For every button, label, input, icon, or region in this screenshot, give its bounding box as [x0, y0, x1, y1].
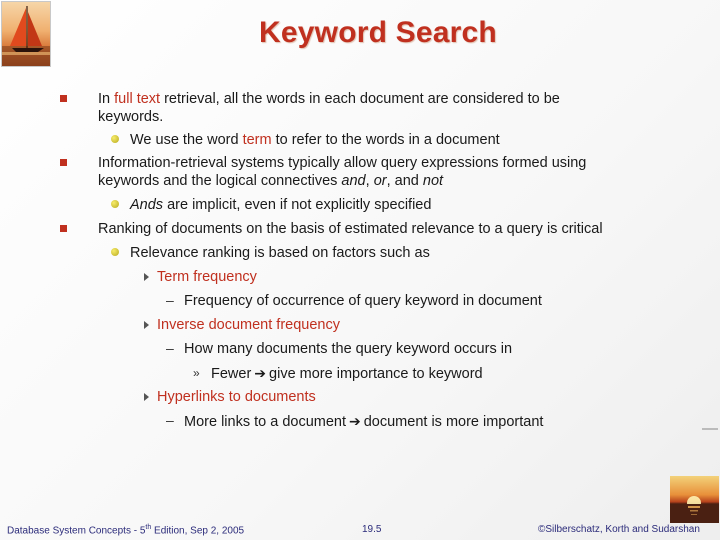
sunset-logo-image — [670, 476, 719, 523]
sub-bullet-relevance — [130, 244, 430, 262]
term-highlight: term — [242, 132, 272, 148]
text-segment: More links to a document — [184, 414, 346, 430]
footer-text: Database System Concepts - 5 — [7, 525, 146, 537]
slide-title: Keyword Search — [259, 16, 497, 49]
detail-term-frequency — [184, 292, 542, 310]
text-segment: Relevance ranking is based on factors such as — [130, 245, 430, 261]
text-segment: to refer to the words in a document — [271, 132, 500, 148]
raquo-bullet-icon: » — [193, 366, 200, 380]
ands-italic: Ands — [130, 197, 164, 213]
circle-bullet-icon — [111, 200, 119, 208]
footer-page-number: 19.5 — [362, 524, 382, 535]
bullet-ranking — [98, 220, 603, 238]
right-arrow-icon: ➔ — [349, 413, 361, 429]
detail-hyperlinks — [184, 412, 543, 431]
text-segment: Ranking of documents on the basis of estimated relevance to a query is critical — [98, 221, 603, 237]
text-segment: , and — [386, 173, 423, 189]
triangle-bullet-icon — [144, 273, 149, 281]
circle-bullet-icon — [111, 135, 119, 143]
square-bullet-icon — [60, 95, 67, 102]
edge-mark — [702, 428, 718, 430]
bullet-ir-systems-line-2 — [98, 172, 443, 190]
right-arrow-icon: ➔ — [254, 365, 267, 381]
triangle-bullet-icon — [144, 393, 149, 401]
detail-fewer — [211, 364, 483, 383]
text-segment: keywords and the logical connectives — [98, 173, 342, 189]
text-segment: keywords. — [98, 109, 164, 125]
bullet-ir-systems-line-1 — [98, 154, 586, 172]
footer-copyright: ©Silberschatz, Korth and Sudarshan — [538, 524, 700, 535]
text-segment: retrieval, all the words in each document are considered to be — [160, 91, 560, 107]
text-segment: Hyperlinks to documents — [157, 389, 316, 405]
footer-sup: th — [145, 524, 152, 531]
text-segment: Term frequency — [157, 269, 257, 285]
factor-inverse-document-frequency — [157, 316, 340, 334]
text-segment: document is more important — [363, 414, 544, 430]
connective-not: not — [422, 173, 444, 189]
connective-and: and — [341, 173, 366, 189]
text-segment: We use the word — [130, 132, 243, 148]
text-segment: give more importance to keyword — [269, 366, 483, 382]
square-bullet-icon — [60, 225, 67, 232]
circle-bullet-icon — [111, 248, 119, 256]
connective-or: or — [373, 173, 387, 189]
full-text-term: full text — [114, 91, 161, 107]
text-segment: are implicit, even if not explicitly specified — [163, 197, 432, 213]
text-segment: How many documents the query keyword occurs in — [184, 341, 513, 357]
text-segment: Information-retrieval systems typically allow query expressions formed using — [98, 155, 587, 171]
text-segment: Fewer — [211, 366, 252, 382]
detail-idf — [184, 340, 512, 358]
bullet-full-text-line-1 — [98, 90, 560, 108]
dash-bullet-icon: – — [166, 412, 174, 428]
triangle-bullet-icon — [144, 321, 149, 329]
sub-bullet-ands — [130, 196, 431, 214]
footer-course-title — [7, 524, 244, 536]
text-segment: , — [365, 173, 374, 189]
dash-bullet-icon: – — [166, 340, 174, 356]
dash-bullet-icon: – — [166, 292, 174, 308]
text-segment: Inverse document frequency — [157, 317, 340, 333]
footer-text: Edition, Sep 2, 2005 — [151, 525, 245, 537]
text-segment: Frequency of occurrence of query keyword in document — [184, 293, 542, 309]
bullet-full-text-line-2 — [98, 108, 163, 126]
square-bullet-icon — [60, 159, 67, 166]
sub-bullet-term — [130, 131, 500, 149]
factor-hyperlinks — [157, 388, 316, 406]
factor-term-frequency — [157, 268, 257, 286]
text-segment: In — [98, 91, 115, 107]
